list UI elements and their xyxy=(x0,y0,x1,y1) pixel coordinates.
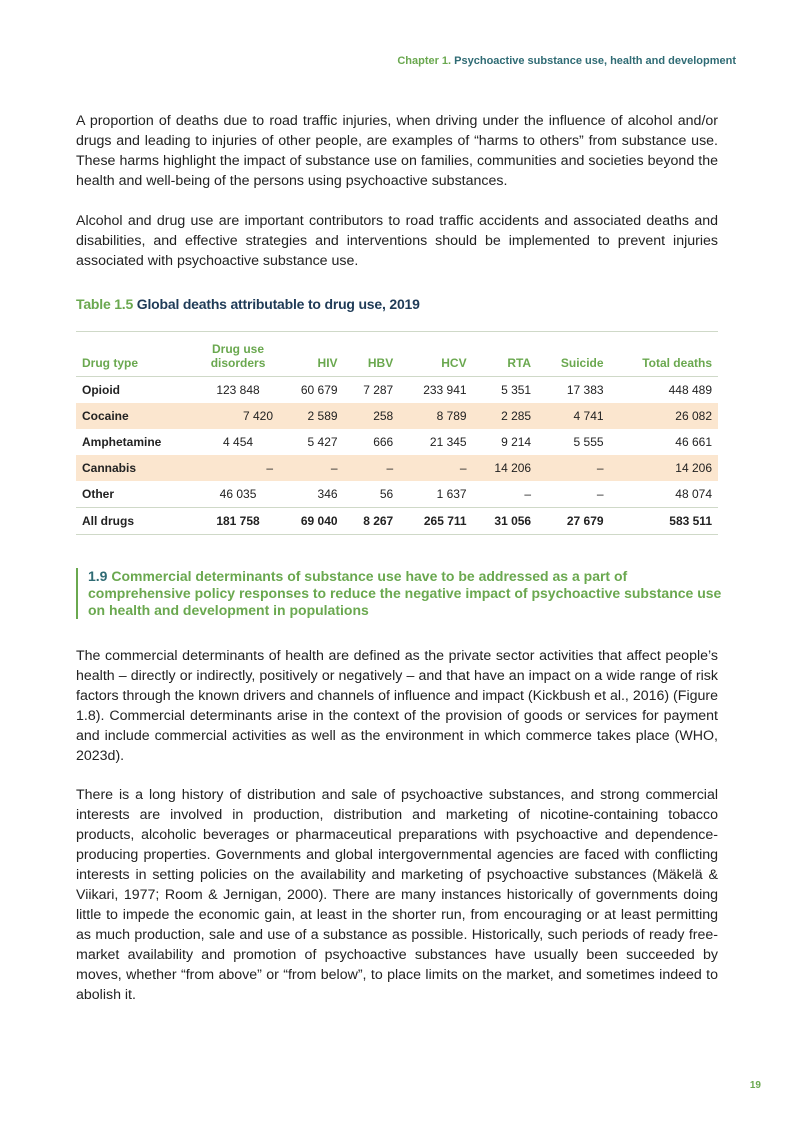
cell: 46 661 xyxy=(675,435,712,449)
paragraph-commercial-determinants: The commercial determinants of health are defined as the private sector activities that affect people’s health – directly or indirectly, positively or negatively – and that have an impact on a wide range of risk factors through the known drivers and channels of influence and impact (Kickbush et al., 2016) (Figure 1.8). Commercial determinants arise in the context of the provision of goods or services for payment and include commercial activities as well as the environment in which commerce takes place (WHO, 2023d). xyxy=(76,648,718,764)
table-caption xyxy=(76,296,420,312)
cell: 7 420 xyxy=(197,403,279,429)
col-header-suicide: Suicide xyxy=(537,332,609,377)
cell: 9 214 xyxy=(501,435,532,449)
cell: 258 xyxy=(344,403,400,429)
cell: – xyxy=(524,487,532,501)
cell: 17 383 xyxy=(566,383,604,397)
cell: 123 848 xyxy=(216,383,260,397)
cell: 583 511 xyxy=(610,508,718,535)
table-row xyxy=(76,481,718,508)
chapter-label: Chapter 1. xyxy=(397,55,452,67)
page-number: 19 xyxy=(749,1080,761,1091)
table-number: Table 1.5 xyxy=(76,296,134,312)
cell: 5 555 xyxy=(573,435,604,449)
paragraph-road-traffic: Alcohol and drug use are important contributors to road traffic accidents and associated deaths and disabilities, and effective strategies and interventions should be implemented to prevent injuries associated with psychoactive substance use. xyxy=(76,213,718,269)
cell: 60 679 xyxy=(300,383,338,397)
cell: 27 679 xyxy=(537,508,609,535)
cell: – xyxy=(279,455,344,481)
cell: 8 789 xyxy=(399,403,472,429)
cell: – xyxy=(596,487,604,501)
cell: 46 035 xyxy=(219,487,257,501)
cell: 31 056 xyxy=(473,508,538,535)
cell: – xyxy=(197,455,279,481)
cell: – xyxy=(399,455,472,481)
paragraph-harms-to-others: A proportion of deaths due to road traffic injuries, when driving under the influence of alcohol and/or drugs and leading to injuries of other people, are examples of “harms to others” from substance use. These harms highlight the impact of substance use on families, communities and societies beyond the health and well-being of the persons using psychoactive substances. xyxy=(76,113,718,189)
col-header-total-deaths: Total deaths xyxy=(610,332,718,377)
col-header-hiv: HIV xyxy=(279,332,344,377)
cell: 181 758 xyxy=(197,508,279,535)
section-heading xyxy=(76,568,728,619)
cell: 14 206 xyxy=(610,455,718,481)
table-row-total xyxy=(76,508,718,535)
cell: 7 287 xyxy=(363,383,394,397)
cell: Cannabis xyxy=(76,455,197,481)
cell: 69 040 xyxy=(279,508,344,535)
cell: 4 741 xyxy=(537,403,609,429)
cell: 2 285 xyxy=(473,403,538,429)
cell: 233 941 xyxy=(423,383,467,397)
cell: – xyxy=(537,455,609,481)
table-row xyxy=(76,429,718,455)
col-header-rta: RTA xyxy=(473,332,538,377)
cell: 21 345 xyxy=(429,435,467,449)
cell: Other xyxy=(82,487,115,501)
cell: 4 454 xyxy=(223,435,254,449)
table-header-row xyxy=(76,332,718,377)
section-title: Commercial determinants of substance use have to be addressed as a part of comprehensive policy responses to reduce the negative impact of psychoactive substance use on health and development in populations xyxy=(88,568,722,618)
cell: 265 711 xyxy=(399,508,472,535)
chapter-title: Psychoactive substance use, health and development xyxy=(454,55,736,67)
cell: 2 589 xyxy=(279,403,344,429)
drug-deaths-table xyxy=(76,331,718,535)
cell: 8 267 xyxy=(344,508,400,535)
col-header-hcv: HCV xyxy=(399,332,472,377)
paragraph-history: There is a long history of distribution and sale of psychoactive substances, and strong commercial interests are involved in production, distribution and marketing of nicotine-containing tobacco products, alcoholic beverages or pharmaceutical preparations with psychoactive and dependence-producing properties. Governments and global intergovernmental agencies are faced with conflicting interests in setting policies on the availability and marketing of psychoactive substances (Mäkelä & Viikari, 1977; Room & Jernigan, 2000). There are many instances historically of governments doing little to impede the economic gain, at least in the shorter run, from encouraging or at least permitting as much production, sale and use of a substance as possible. Historically, such periods of ready free-market availability and promotion of psychoactive substances have usually been succeeded by moves, whether “from above” or “from below”, to place limits on the market, and sometimes indeed to abolish it. xyxy=(76,787,718,1003)
table-row xyxy=(76,377,718,404)
cell: 5 351 xyxy=(501,383,532,397)
col-header-hbv: HBV xyxy=(344,332,400,377)
cell: 14 206 xyxy=(473,455,538,481)
cell: All drugs xyxy=(76,508,197,535)
running-header xyxy=(397,55,736,67)
cell: 48 074 xyxy=(675,487,712,501)
cell: 5 427 xyxy=(307,435,338,449)
table-row xyxy=(76,455,718,481)
table-row xyxy=(76,403,718,429)
cell: 26 082 xyxy=(610,403,718,429)
cell: 448 489 xyxy=(668,383,712,397)
col-header-drug-type: Drug type xyxy=(76,332,197,377)
section-number: 1.9 xyxy=(88,568,108,584)
cell: Cocaine xyxy=(76,403,197,429)
cell: Opioid xyxy=(82,383,120,397)
cell: 1 637 xyxy=(436,487,467,501)
cell: Amphetamine xyxy=(82,435,162,449)
cell: 666 xyxy=(373,435,394,449)
col-header-drug-use-disorders: Drug use disorders xyxy=(197,332,279,377)
table-title: Global deaths attributable to drug use, 2019 xyxy=(136,296,420,312)
cell: 56 xyxy=(379,487,394,501)
cell: – xyxy=(344,455,400,481)
cell: 346 xyxy=(317,487,338,501)
